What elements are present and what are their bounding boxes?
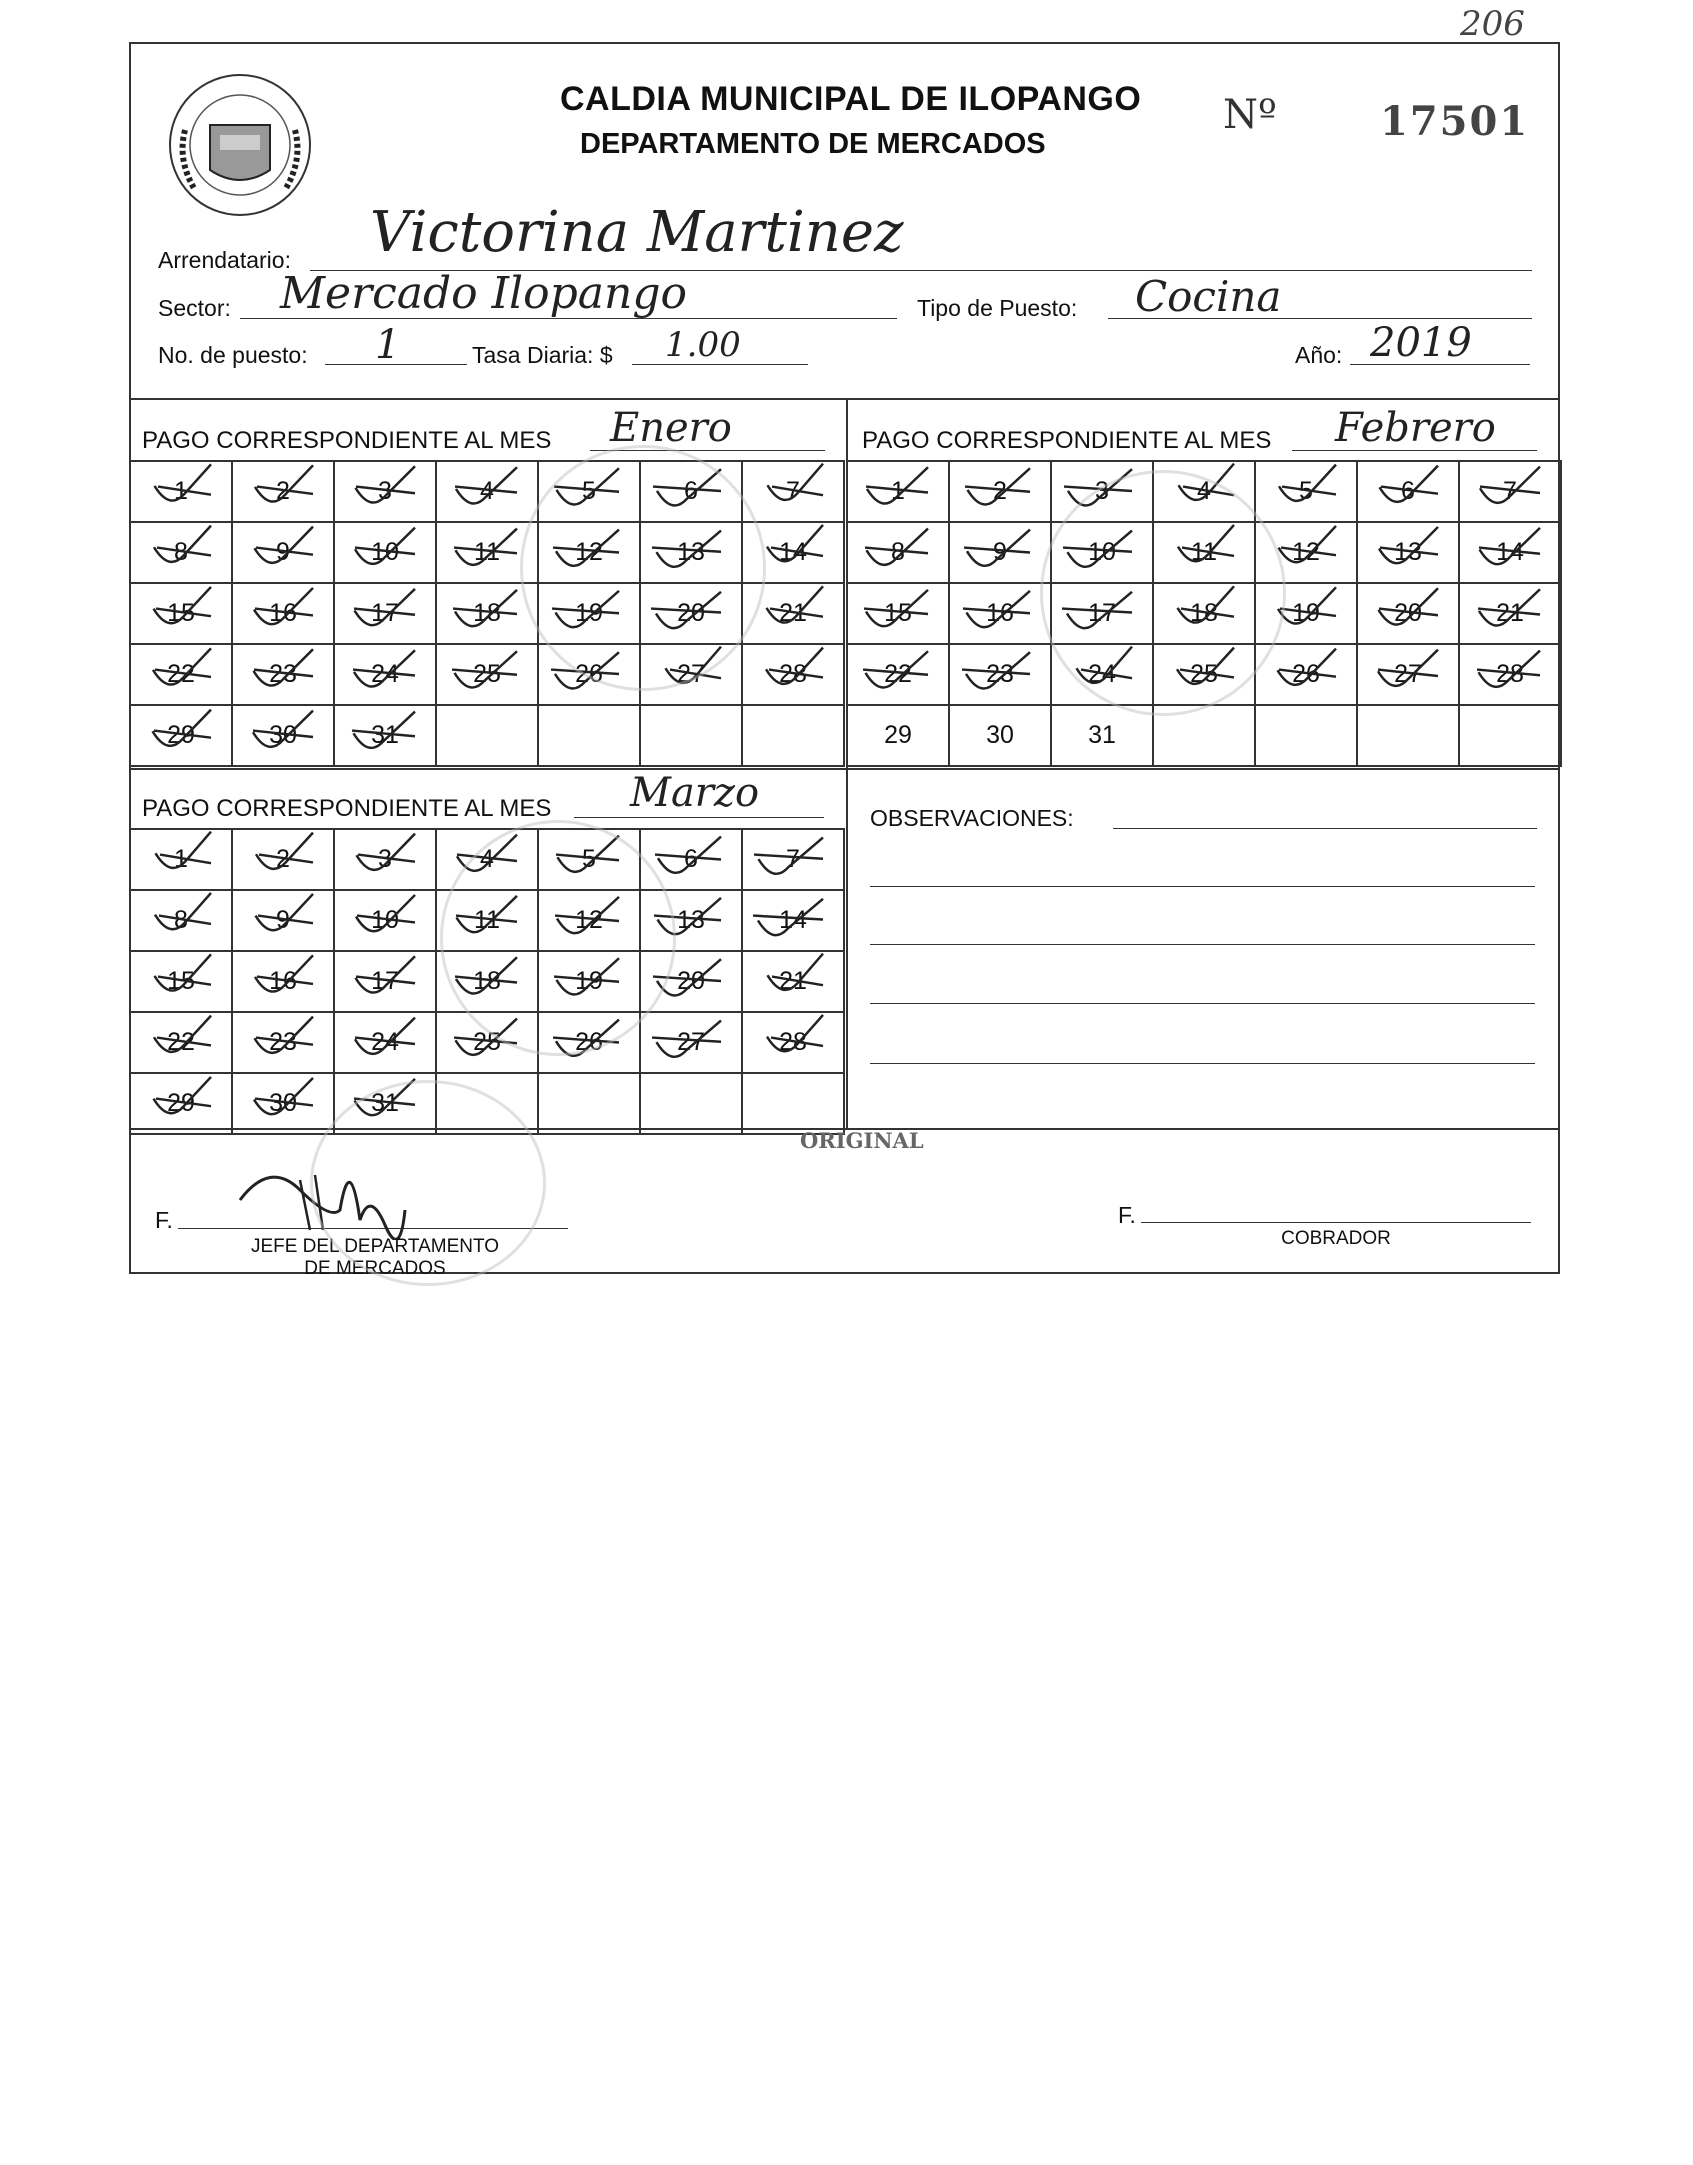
day-number: 13 [677, 906, 705, 934]
day-number: 6 [684, 477, 698, 505]
day-cell[interactable] [1255, 461, 1357, 522]
day-number: 25 [1190, 660, 1218, 688]
arrendatario-label: Arrendatario: [158, 247, 291, 273]
day-number: 5 [1299, 477, 1313, 505]
day-number: 31 [371, 1089, 399, 1117]
tipo-puesto-label: Tipo de Puesto: [917, 295, 1078, 321]
day-cell[interactable] [232, 890, 334, 951]
day-number: 18 [473, 599, 501, 627]
observaciones-line[interactable] [870, 944, 1535, 945]
day-number: 22 [884, 660, 912, 688]
day-number: 2 [993, 477, 1007, 505]
day-cell[interactable] [334, 522, 436, 583]
day-number: 18 [1190, 599, 1218, 627]
day-number: 9 [993, 538, 1007, 566]
receipt-number-label: Nº [1223, 92, 1277, 138]
day-cell[interactable] [949, 583, 1051, 644]
day-cell[interactable] [232, 1073, 334, 1134]
day-cell[interactable] [232, 461, 334, 522]
day-cell[interactable] [949, 461, 1051, 522]
jefe-caption-2: DE MERCADOS [304, 1258, 446, 1279]
day-cell[interactable] [640, 1012, 742, 1073]
day-number: 4 [1197, 477, 1211, 505]
municipal-seal-icon [165, 70, 315, 220]
day-number: 13 [1394, 538, 1422, 566]
day-cell[interactable] [130, 705, 232, 766]
febrero-value[interactable]: Febrero [1335, 405, 1496, 451]
day-number: 18 [473, 967, 501, 995]
day-cell[interactable] [334, 644, 436, 705]
observaciones-label: OBSERVACIONES: [870, 805, 1074, 831]
day-number: 1 [174, 845, 188, 873]
empty-day-cell [436, 705, 538, 766]
day-cell[interactable] [334, 705, 436, 766]
day-number: 12 [1292, 538, 1320, 566]
jefe-signature-f: F. [155, 1207, 173, 1233]
day-number: 8 [891, 538, 905, 566]
day-cell[interactable] [130, 644, 232, 705]
day-number: 14 [779, 538, 807, 566]
day-cell[interactable] [232, 705, 334, 766]
day-cell[interactable] [232, 583, 334, 644]
section-divider [129, 768, 1560, 770]
day-number: 29 [884, 721, 912, 749]
empty-day-cell [1459, 705, 1561, 766]
day-number: 5 [582, 477, 596, 505]
empty-day-cell [640, 705, 742, 766]
day-number: 15 [884, 599, 912, 627]
tasa-value[interactable]: 1.00 [665, 325, 741, 365]
day-number: 8 [174, 538, 188, 566]
enero-value[interactable]: Enero [610, 405, 732, 451]
day-number: 23 [269, 660, 297, 688]
day-cell[interactable] [334, 583, 436, 644]
day-cell[interactable] [334, 890, 436, 951]
day-number: 24 [371, 660, 399, 688]
faint-stamp [1040, 470, 1286, 716]
day-number: 26 [1292, 660, 1320, 688]
day-cell[interactable] [1357, 522, 1459, 583]
day-number: 2 [276, 845, 290, 873]
day-cell[interactable] [742, 644, 844, 705]
day-number: 24 [1088, 660, 1116, 688]
day-number: 2 [276, 477, 290, 505]
day-number: 3 [1095, 477, 1109, 505]
day-number: 10 [1088, 538, 1116, 566]
day-number: 21 [1496, 599, 1524, 627]
day-number: 22 [167, 1028, 195, 1056]
day-number: 31 [371, 721, 399, 749]
day-cell[interactable] [1357, 644, 1459, 705]
day-cell[interactable] [334, 1012, 436, 1073]
day-number: 25 [473, 1028, 501, 1056]
day-cell[interactable] [949, 705, 1051, 766]
cobrador-signature-line[interactable] [1141, 1222, 1531, 1223]
puesto-value[interactable]: 1 [375, 322, 401, 368]
day-number: 11 [474, 906, 500, 934]
day-number: 27 [677, 1028, 705, 1056]
cobrador-signature-f: F. [1118, 1202, 1136, 1228]
page-number: 206 [1460, 4, 1525, 44]
febrero-heading: PAGO CORRESPONDIENTE AL MES [862, 427, 1272, 454]
day-cell[interactable] [436, 644, 538, 705]
day-cell[interactable] [742, 890, 844, 951]
sector-value[interactable]: Mercado Ilopango [280, 268, 687, 319]
day-number: 8 [174, 906, 188, 934]
day-cell[interactable] [1255, 644, 1357, 705]
day-cell[interactable] [232, 1012, 334, 1073]
enero-heading: PAGO CORRESPONDIENTE AL MES [142, 427, 552, 454]
observaciones-line[interactable] [870, 1003, 1535, 1004]
day-number: 21 [779, 599, 807, 627]
day-number: 30 [269, 1089, 297, 1117]
day-cell[interactable] [949, 522, 1051, 583]
jefe-caption-1: JEFE DEL DEPARTAMENTO [250, 1236, 500, 1257]
day-number: 16 [269, 967, 297, 995]
day-cell[interactable] [1357, 583, 1459, 644]
day-number: 27 [677, 660, 705, 688]
original-label: ORIGINAL [800, 1128, 924, 1153]
day-number: 4 [480, 845, 494, 873]
day-number: 26 [575, 1028, 603, 1056]
day-number: 5 [582, 845, 596, 873]
day-number: 28 [779, 660, 807, 688]
puesto-label: No. de puesto: [158, 342, 308, 368]
day-cell[interactable] [130, 583, 232, 644]
ano-value[interactable]: 2019 [1370, 320, 1472, 366]
section-divider [129, 398, 1560, 400]
day-cell[interactable] [742, 829, 844, 890]
day-number: 6 [1401, 477, 1415, 505]
day-cell[interactable] [130, 951, 232, 1012]
day-cell[interactable] [742, 461, 844, 522]
day-number: 6 [684, 845, 698, 873]
arrendatario-value[interactable]: Victorina Martinez [370, 200, 904, 265]
empty-day-cell [538, 705, 640, 766]
day-number: 13 [677, 538, 705, 566]
day-number: 17 [371, 599, 399, 627]
day-number: 9 [276, 538, 290, 566]
tipo-puesto-value[interactable]: Cocina [1135, 272, 1282, 321]
day-cell[interactable] [1459, 583, 1561, 644]
day-number: 3 [378, 477, 392, 505]
faint-stamp [310, 1080, 546, 1286]
day-number: 20 [677, 967, 705, 995]
institution-title: CALDIA MUNICIPAL DE ILOPANGO [560, 80, 1142, 118]
day-cell[interactable] [232, 522, 334, 583]
day-number: 7 [786, 845, 800, 873]
day-number: 29 [167, 721, 195, 749]
day-number: 11 [1191, 538, 1217, 566]
ano-label: Año: [1295, 342, 1343, 368]
day-cell[interactable] [130, 890, 232, 951]
day-cell[interactable] [949, 644, 1051, 705]
day-number: 23 [269, 1028, 297, 1056]
day-cell[interactable] [1459, 522, 1561, 583]
day-cell[interactable] [847, 705, 949, 766]
day-number: 16 [269, 599, 297, 627]
day-cell[interactable] [1051, 705, 1153, 766]
day-number: 7 [1503, 477, 1517, 505]
day-cell[interactable] [130, 1012, 232, 1073]
day-number: 28 [1496, 660, 1524, 688]
day-cell[interactable] [130, 829, 232, 890]
receipt-number: 17501 [1380, 98, 1530, 145]
day-number: 21 [779, 967, 807, 995]
day-cell[interactable] [334, 951, 436, 1012]
marzo-value[interactable]: Marzo [630, 770, 760, 816]
day-cell[interactable] [1357, 461, 1459, 522]
day-number: 26 [575, 660, 603, 688]
day-number: 3 [378, 845, 392, 873]
day-number: 12 [575, 538, 603, 566]
day-number: 23 [986, 660, 1014, 688]
day-cell[interactable] [436, 461, 538, 522]
day-number: 1 [891, 477, 905, 505]
day-number: 1 [174, 477, 188, 505]
cobrador-caption: COBRADOR [1281, 1228, 1391, 1249]
day-number: 30 [269, 721, 297, 749]
tasa-label: Tasa Diaria: $ [472, 342, 613, 368]
day-number: 7 [786, 477, 800, 505]
marzo-heading: PAGO CORRESPONDIENTE AL MES [142, 795, 552, 822]
empty-day-cell [1255, 705, 1357, 766]
empty-day-cell [640, 1073, 742, 1134]
day-cell[interactable] [232, 644, 334, 705]
day-number: 25 [473, 660, 501, 688]
day-number: 11 [474, 538, 500, 566]
day-number: 10 [371, 906, 399, 934]
day-number: 9 [276, 906, 290, 934]
day-cell[interactable] [334, 829, 436, 890]
day-number: 27 [1394, 660, 1422, 688]
empty-day-cell [742, 705, 844, 766]
day-number: 16 [986, 599, 1014, 627]
day-cell[interactable] [130, 461, 232, 522]
day-number: 30 [986, 721, 1014, 749]
sector-label: Sector: [158, 295, 231, 321]
day-number: 31 [1088, 721, 1116, 749]
day-number: 19 [575, 967, 603, 995]
day-number: 17 [1088, 599, 1116, 627]
day-number: 24 [371, 1028, 399, 1056]
faint-stamp [440, 820, 676, 1056]
empty-day-cell [742, 1073, 844, 1134]
faint-stamp [520, 445, 766, 691]
day-cell[interactable] [334, 461, 436, 522]
day-number: 17 [371, 967, 399, 995]
day-number: 28 [779, 1028, 807, 1056]
day-cell[interactable] [130, 1073, 232, 1134]
day-cell[interactable] [232, 951, 334, 1012]
day-number: 20 [677, 599, 705, 627]
day-number: 10 [371, 538, 399, 566]
empty-day-cell [538, 1073, 640, 1134]
day-number: 19 [1292, 599, 1320, 627]
observaciones-line[interactable] [1113, 828, 1537, 829]
day-number: 4 [480, 477, 494, 505]
day-number: 14 [779, 906, 807, 934]
day-cell[interactable] [232, 829, 334, 890]
observaciones-line[interactable] [870, 1063, 1535, 1064]
marzo-line [574, 817, 824, 818]
day-number: 22 [167, 660, 195, 688]
day-number: 20 [1394, 599, 1422, 627]
department-title: DEPARTAMENTO DE MERCADOS [580, 128, 1046, 160]
day-cell[interactable] [742, 951, 844, 1012]
day-number: 15 [167, 967, 195, 995]
day-cell[interactable] [847, 461, 949, 522]
day-number: 19 [575, 599, 603, 627]
day-cell[interactable] [1459, 461, 1561, 522]
observaciones-line[interactable] [870, 886, 1535, 887]
day-cell[interactable] [130, 522, 232, 583]
day-cell[interactable] [847, 644, 949, 705]
day-cell[interactable] [847, 583, 949, 644]
day-cell[interactable] [847, 522, 949, 583]
day-number: 12 [575, 906, 603, 934]
day-cell[interactable] [742, 1012, 844, 1073]
day-cell[interactable] [1459, 644, 1561, 705]
day-number: 29 [167, 1089, 195, 1117]
empty-day-cell [1357, 705, 1459, 766]
day-number: 14 [1496, 538, 1524, 566]
day-number: 15 [167, 599, 195, 627]
